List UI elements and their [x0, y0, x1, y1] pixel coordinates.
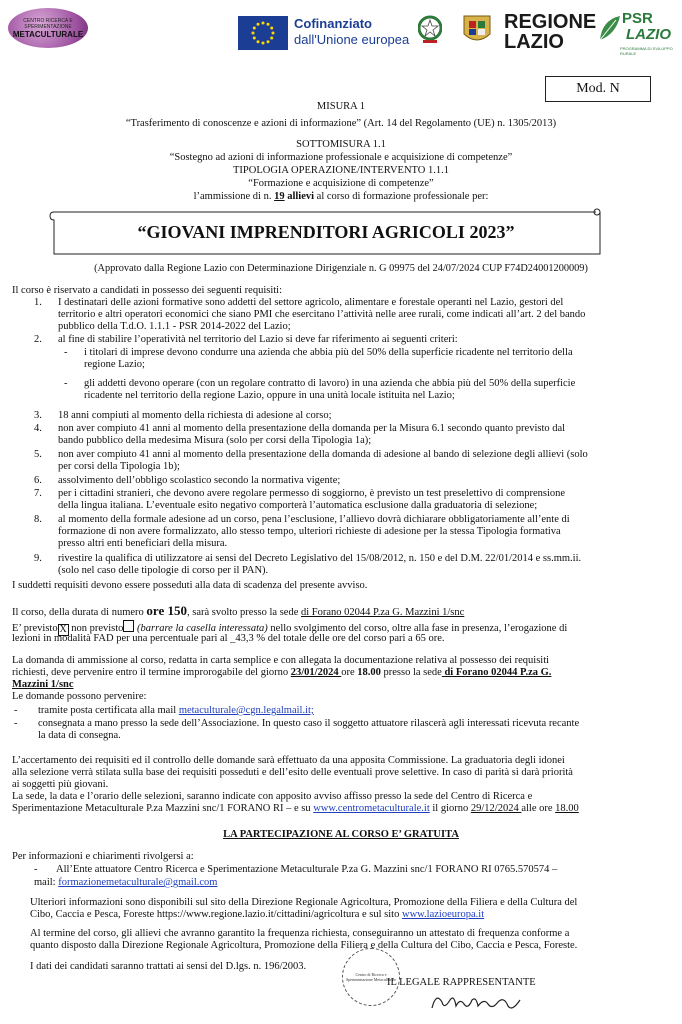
- req-line: non aver compiuto 41 anni al momento della presentazione della domanda di adesione al bando di selezione degli allievi (solo: [58, 449, 588, 460]
- metaculturale-logo: [8, 8, 88, 48]
- req-number: 6.: [34, 475, 42, 486]
- req-number: 5.: [34, 449, 42, 460]
- free-participation-notice: LA PARTECIPAZIONE AL CORSO E’ GRATUITA: [223, 829, 459, 840]
- deadline-place: di Forano 02044 P.za G.: [441, 667, 552, 678]
- sottomisura-desc: “Sostegno ad azioni di informazione professionale e acquisizione di competenze”: [169, 152, 513, 163]
- psr-lazio-logo: [598, 10, 676, 56]
- selection-mid: il giorno: [429, 803, 471, 814]
- cofinanced-line2: dall'Unione europea: [294, 32, 410, 47]
- tipologia-desc: “Formazione e acquisizione di competenze”: [248, 178, 434, 189]
- req-line: non aver compiuto 41 anni al momento della presentazione della domanda per la Misura 6.1 secondo quanto previsto dal: [58, 423, 566, 434]
- selection-block: [12, 755, 678, 815]
- application-block: [12, 655, 678, 703]
- certificate-info: [30, 928, 678, 952]
- website-link[interactable]: www.centrometaculturale.it: [313, 803, 430, 814]
- association-stamp: Centro di Ricerca e Sperimentazione Metaculturale: [342, 948, 400, 1006]
- req-number: 8.: [34, 514, 42, 525]
- hand-line: consegnata a mano presso la sede dell’Associazione. In questo caso il soggetto attuatore rilascerà agli interessati ricevuta recante: [38, 718, 580, 729]
- selection-time: 18.00: [555, 803, 579, 814]
- deadline-time: 18.00: [357, 667, 381, 678]
- list-item: [58, 514, 648, 550]
- further-pre: Cibo, Caccia e Pesca, Foreste https://www.regione.lazio.it/cittadini/agricoltura e sul sito: [30, 909, 402, 920]
- req-line: i titolari di imprese devono condurre una azienda che abbia più del 50% della superficie ricadente nel territorio della: [84, 347, 573, 358]
- region-line1: REGIONE: [504, 11, 597, 33]
- logo-name: METACULTURALE: [12, 29, 84, 39]
- req-line: gli addetti devono operare (con un regolare contratto di lavoro) in una azienda che abbia più del 50% della superficie: [84, 378, 576, 389]
- req-line: (solo nel caso delle tipologie di corso per il PAN).: [58, 565, 269, 576]
- previsto-checkbox[interactable]: X: [59, 624, 67, 635]
- deadline-date: 23/01/2024: [290, 667, 342, 678]
- selection-pre: Sperimentazione Metaculturale P.za Mazzini snc/1 FORANO RI – e su: [12, 803, 314, 814]
- leaf-icon: [598, 14, 622, 44]
- pec-method: [38, 705, 314, 717]
- selection-date: 29/12/2024: [470, 803, 522, 814]
- non-previsto-checkbox[interactable]: [123, 620, 134, 632]
- signature-label: IL LEGALE RAPPRESENTANTE: [387, 977, 536, 988]
- cofinanced-label: [294, 16, 409, 48]
- pec-pre: tramite posta certificata alla mail: [38, 705, 179, 716]
- req-line: formazione di non avere formalizzato, allo stesso tempo, ulteriori richieste di adesione per la stessa Tipologia formativa: [58, 526, 561, 537]
- fad-line2: lezioni in modalità FAD per una percentuale pari al _43,3 % del totale delle ore del corso pari a 65 ore.: [12, 633, 445, 644]
- fad-pre: E’ previsto: [12, 623, 58, 634]
- deadline-mid: ore: [341, 667, 358, 678]
- duration-pre: Il corso, della durata di numero: [12, 607, 147, 618]
- handwritten-signature: [428, 988, 524, 1016]
- further-info: [30, 897, 678, 921]
- list-item: al fine di stabilire l’operatività nel territorio del Lazio si deve far riferimento ai seguenti criteri:: [58, 334, 458, 345]
- selection-line: alla selezione verrà stilata sulla base dei requisiti posseduti e dell’esito delle eventuali prove selettive. In caso di parità si darà priorità: [12, 767, 573, 778]
- fad-italic: (barrare la casella interessata): [137, 623, 268, 634]
- italy-emblem-icon: [418, 12, 442, 46]
- regione-lazio-logo: [504, 12, 596, 52]
- req-line: ricadente nel territorio della regione Lazio, oppure in una unità locale istituita nel Lazio;: [84, 390, 455, 401]
- list-item: [58, 553, 648, 577]
- certificate-line: Al termine del corso, gli allievi che avranno garantito la frequenza richiesta, conseguiranno un attestato di frequenza conforme a: [30, 928, 570, 939]
- psr-line2: LAZIO: [626, 26, 671, 43]
- approval-note: (Approvato dalla Regione Lazio con Determinazione Dirigenziale n. G 09975 del 24/07/2024 CUP F74D24001200009): [94, 263, 588, 274]
- application-ways: Le domande possono pervenire:: [12, 691, 147, 702]
- hand-delivery-method: [38, 718, 678, 742]
- dash-bullet: -: [64, 347, 68, 358]
- req-number: 2.: [34, 334, 42, 345]
- logo-top-text: CENTRO RICERCA E SPERIMENTAZIONE: [23, 17, 73, 30]
- req-line: I destinatari delle azioni formative sono addetti del settore agricolo, alimentare e forestale operanti nel Lazio, gestori del: [58, 297, 564, 308]
- further-line: Ulteriori informazioni sono disponibili sul sito della Direzione Regionale Agricoltura, Promozione della Filiera e della Cultura del: [30, 897, 578, 908]
- contact-entity: All’Ente attuatore Centro Ricerca e Sperimentazione Metaculturale P.za G. Mazzini snc/1 FORANO RI 0765.570574 –: [56, 864, 558, 875]
- req-line: pubblico della T.d.O. 1.1.1 - PSR 2014-2022 del Lazio;: [58, 321, 291, 332]
- selection-line: ai soggetti più giovani.: [12, 779, 109, 790]
- sub-item: [84, 378, 646, 402]
- certificate-line: quanto disposto dalla Direzione Regionale Agricoltura, Promozione della Filiera e della Cultura del Cibo, Caccia e Pesca, Foreste.: [30, 940, 578, 951]
- req-number: 3.: [34, 410, 42, 421]
- selection-line: La sede, la data e l’orario delle selezioni, saranno indicate con apposito avviso affisso presso la sede del Centro di Ricerca e: [12, 791, 533, 802]
- cofinanced-line1: Cofinanziato: [294, 16, 372, 31]
- ammissione-line: [0, 191, 682, 203]
- application-line: La domanda di ammissione al corso, redatta in carta semplice e con allegata la documentazione relativa al possesso dei requisiti: [12, 655, 550, 666]
- req-number: 1.: [34, 297, 42, 308]
- selection-line: L’accertamento dei requisiti ed il controllo delle domande sarà effettuato da una apposita Commissione. La graduatoria degli idonei: [12, 755, 565, 766]
- req-line: rivestire la qualifica di utilizzatore ai sensi del Decreto Legislativo del 15/08/2012, n. 150 e del D.M. 22/01/2014 e ss.mm.ii.: [58, 553, 582, 564]
- fad-post: nello svolgimento del corso, oltre alla fase in presenza, l’erogazione di: [267, 623, 568, 634]
- req-line: presso altri enti beneficiari della misura.: [58, 538, 228, 549]
- list-item: [58, 423, 648, 447]
- req-line: per corsi della Tipologia 1b);: [58, 461, 180, 472]
- misura-desc: “Trasferimento di conoscenze e azioni di informazione” (Art. 14 del Regolamento (UE) n. 1305/2013): [125, 118, 557, 129]
- sottomisura-heading: SOTTOMISURA 1.1: [296, 139, 386, 150]
- hand-line: la data di consegna.: [38, 730, 121, 741]
- list-item: [58, 297, 648, 333]
- deadline-pre: richiesti, deve pervenire entro il termine improrogabile del giorno: [12, 667, 291, 678]
- dash-bullet: -: [14, 705, 18, 716]
- tipologia-heading: TIPOLOGIA OPERAZIONE/INTERVENTO 1.1.1: [233, 165, 449, 176]
- region-line2: LAZIO: [504, 31, 564, 53]
- course-duration-line: [12, 605, 464, 619]
- eu-flag-icon: [238, 16, 288, 50]
- application-deadline-line: [12, 667, 678, 679]
- deadline-mid2: presso la sede: [380, 667, 442, 678]
- ammissione-pre: l’ammissione di n.: [193, 191, 275, 202]
- contacts-intro: Per informazioni e chiarimenti rivolgersi a:: [12, 851, 194, 862]
- ammissione-post: al corso di formazione professionale per:: [314, 191, 489, 202]
- list-item: assolvimento dell’obbligo scolastico secondo la normativa vigente;: [58, 475, 341, 486]
- psr-sub: PROGRAMMA DI SVILUPPO RURALE: [620, 46, 673, 56]
- contact-mail-pre: mail:: [34, 877, 59, 888]
- duration-mid: , sarà svolto presso la sede: [186, 607, 301, 618]
- dash-bullet: -: [14, 718, 18, 729]
- ammissione-number: 19: [274, 191, 285, 202]
- contact-mail-line: [34, 877, 217, 889]
- requirements-note: I suddetti requisiti devono essere posseduti alla data di scadenza del presente avviso.: [12, 580, 368, 591]
- duration-hours: ore 150: [146, 603, 187, 618]
- ammissione-bold: allievi: [287, 191, 315, 202]
- req-line: territorio e altri operatori economici che siano PMI che esercitano l’attività nelle aree rurali, come indicati all’art. 2 del bando: [58, 309, 586, 320]
- deadline-place-cont: Mazzini 1/snc: [12, 679, 74, 690]
- list-item: [58, 449, 648, 473]
- req-line: al momento della formale adesione ad un corso, pena l’esclusione, l’allievo dovrà dichiarare obbligatoriamente all’ente di: [58, 514, 570, 525]
- list-item: [58, 488, 648, 512]
- course-title: “GIOVANI IMPRENDITORI AGRICOLI 2023”: [137, 222, 515, 242]
- req-line: bando pubblico della medesima Misura (solo per corsi della Tipologia 1a);: [58, 435, 372, 446]
- pec-email-link[interactable]: metaculturale@cgn.legalmail.it;: [178, 705, 314, 716]
- lazioeuropa-link[interactable]: www.lazioeuropa.it: [401, 909, 485, 920]
- further-line2: [30, 909, 678, 921]
- lazio-emblem-icon: [460, 12, 494, 48]
- selection-date-line: [12, 803, 678, 815]
- misura-heading: MISURA 1: [316, 101, 366, 112]
- fad-mid: non previsto: [68, 623, 124, 634]
- requirements-intro: Il corso è riservato a candidati in possesso dei seguenti requisiti:: [12, 285, 283, 296]
- req-line: regione Lazio;: [84, 359, 145, 370]
- privacy-note: I dati dei candidati saranno trattati ai sensi del D.lgs. n. 196/2003.: [30, 961, 307, 972]
- course-place: di Forano 02044 P.za G. Mazzini 1/snc: [301, 607, 465, 618]
- sub-item: [84, 347, 646, 371]
- selection-mid2: alle ore: [521, 803, 556, 814]
- list-item: 18 anni compiuti al momento della richiesta di adesione al corso;: [58, 410, 332, 421]
- req-line: per i cittadini stranieri, che devono avere regolare permesso di soggiorno, è previsto un test preselettivo di comprensione: [58, 488, 566, 499]
- dash-bullet: -: [34, 864, 38, 875]
- contact-email-link[interactable]: formazionemetaculturale@gmail.com: [58, 877, 218, 888]
- req-number: 7.: [34, 488, 42, 499]
- req-number: 9.: [34, 553, 42, 564]
- mod-box: Mod. N: [545, 76, 651, 102]
- psr-line1: PSR: [622, 10, 653, 27]
- req-number: 4.: [34, 423, 42, 434]
- req-line: della lingua italiana. L’eventuale esito negativo comporterà l’automatica esclusione dalla graduatoria di selezione;: [58, 500, 538, 511]
- dash-bullet: -: [64, 378, 68, 389]
